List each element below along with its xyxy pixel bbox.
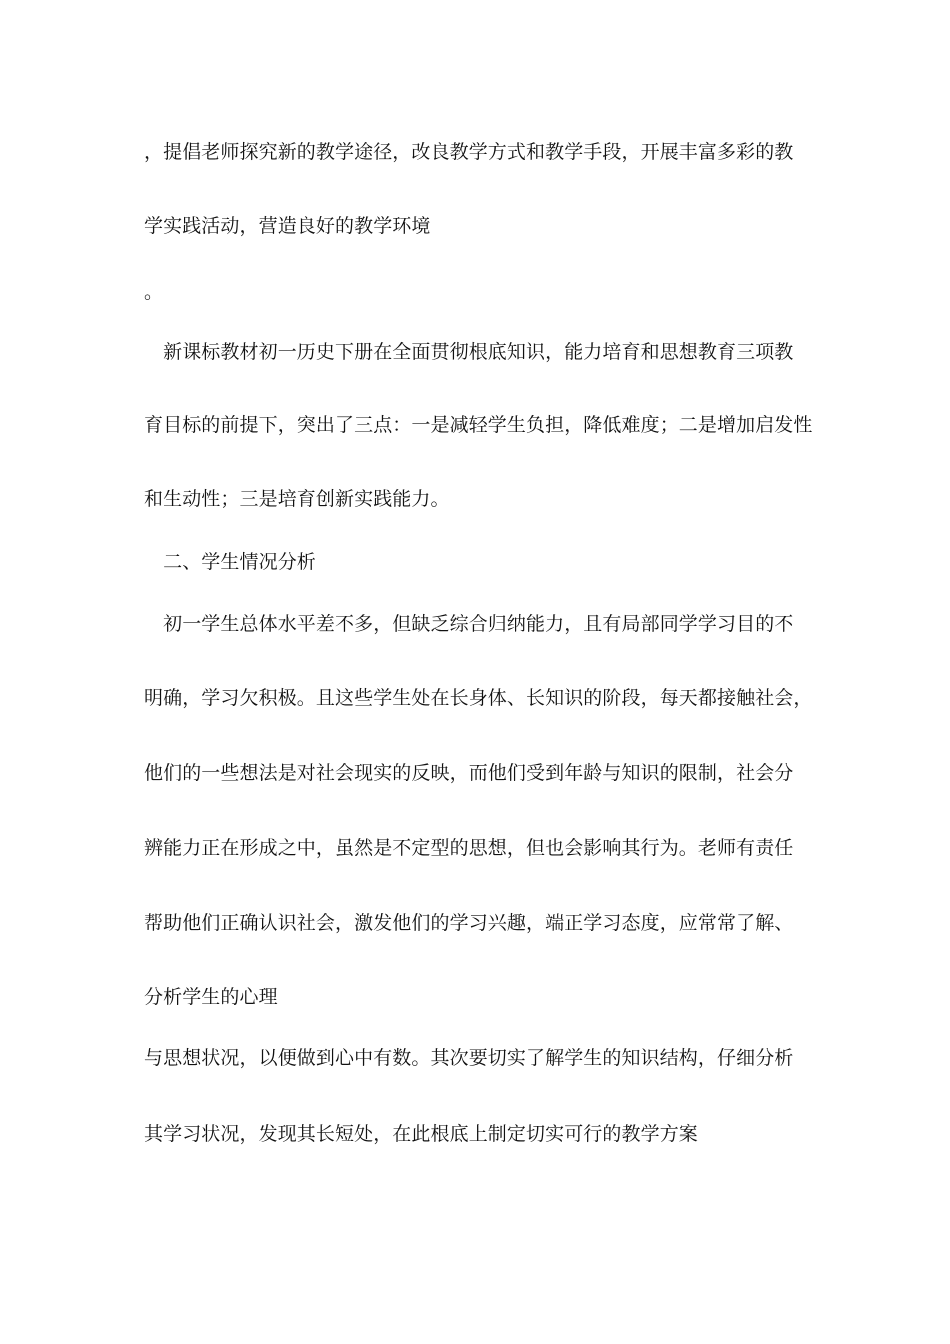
paragraph-student-analysis-line-4: 辨能力正在形成之中，虽然是不定型的思想，但也会影响其行为。老师有责任	[144, 837, 794, 859]
paragraph-course-materials-line-2: 育目标的前提下，突出了三点：一是减轻学生负担，降低难度；二是增加启发性	[144, 414, 813, 436]
paragraph-student-analysis-line-5: 帮助他们正确认识社会，激发他们的学习兴趣，端正学习态度，应常常了解、	[144, 912, 794, 934]
paragraph-course-materials-line-3: 和生动性；三是培育创新实践能力。	[144, 488, 450, 510]
paragraph-student-analysis-line-2: 明确，学习欠积极。且这些学生处在长身体、长知识的阶段，每天都接触社会，	[144, 687, 813, 709]
paragraph-knowledge-line-2: 其学习状况，发现其长短处，在此根底上制定切实可行的教学方案	[144, 1123, 698, 1145]
text-line-1: ，提倡老师探究新的教学途径，改良教学方式和教学手段，开展丰富多彩的教	[144, 141, 794, 163]
text-line-3: 。	[144, 281, 164, 303]
section-heading-student-analysis: 二、学生情况分析	[144, 551, 316, 573]
paragraph-knowledge-line-1: 与思想状况，以便做到心中有数。其次要切实了解学生的知识结构，仔细分析	[144, 1047, 794, 1069]
paragraph-student-analysis-line-3: 他们的一些想法是对社会现实的反映，而他们受到年龄与知识的限制，社会分	[144, 762, 794, 784]
text-line-2: 学实践活动，营造良好的教学环境	[144, 215, 431, 237]
paragraph-student-analysis-line-6: 分析学生的心理	[144, 986, 278, 1008]
paragraph-course-materials-line-1: 新课标教材初一历史下册在全面贯彻根底知识，能力培育和思想教育三项教	[144, 341, 794, 363]
paragraph-student-analysis-line-1: 初一学生总体水平差不多，但缺乏综合归纳能力，且有局部同学学习目的不	[144, 613, 794, 635]
